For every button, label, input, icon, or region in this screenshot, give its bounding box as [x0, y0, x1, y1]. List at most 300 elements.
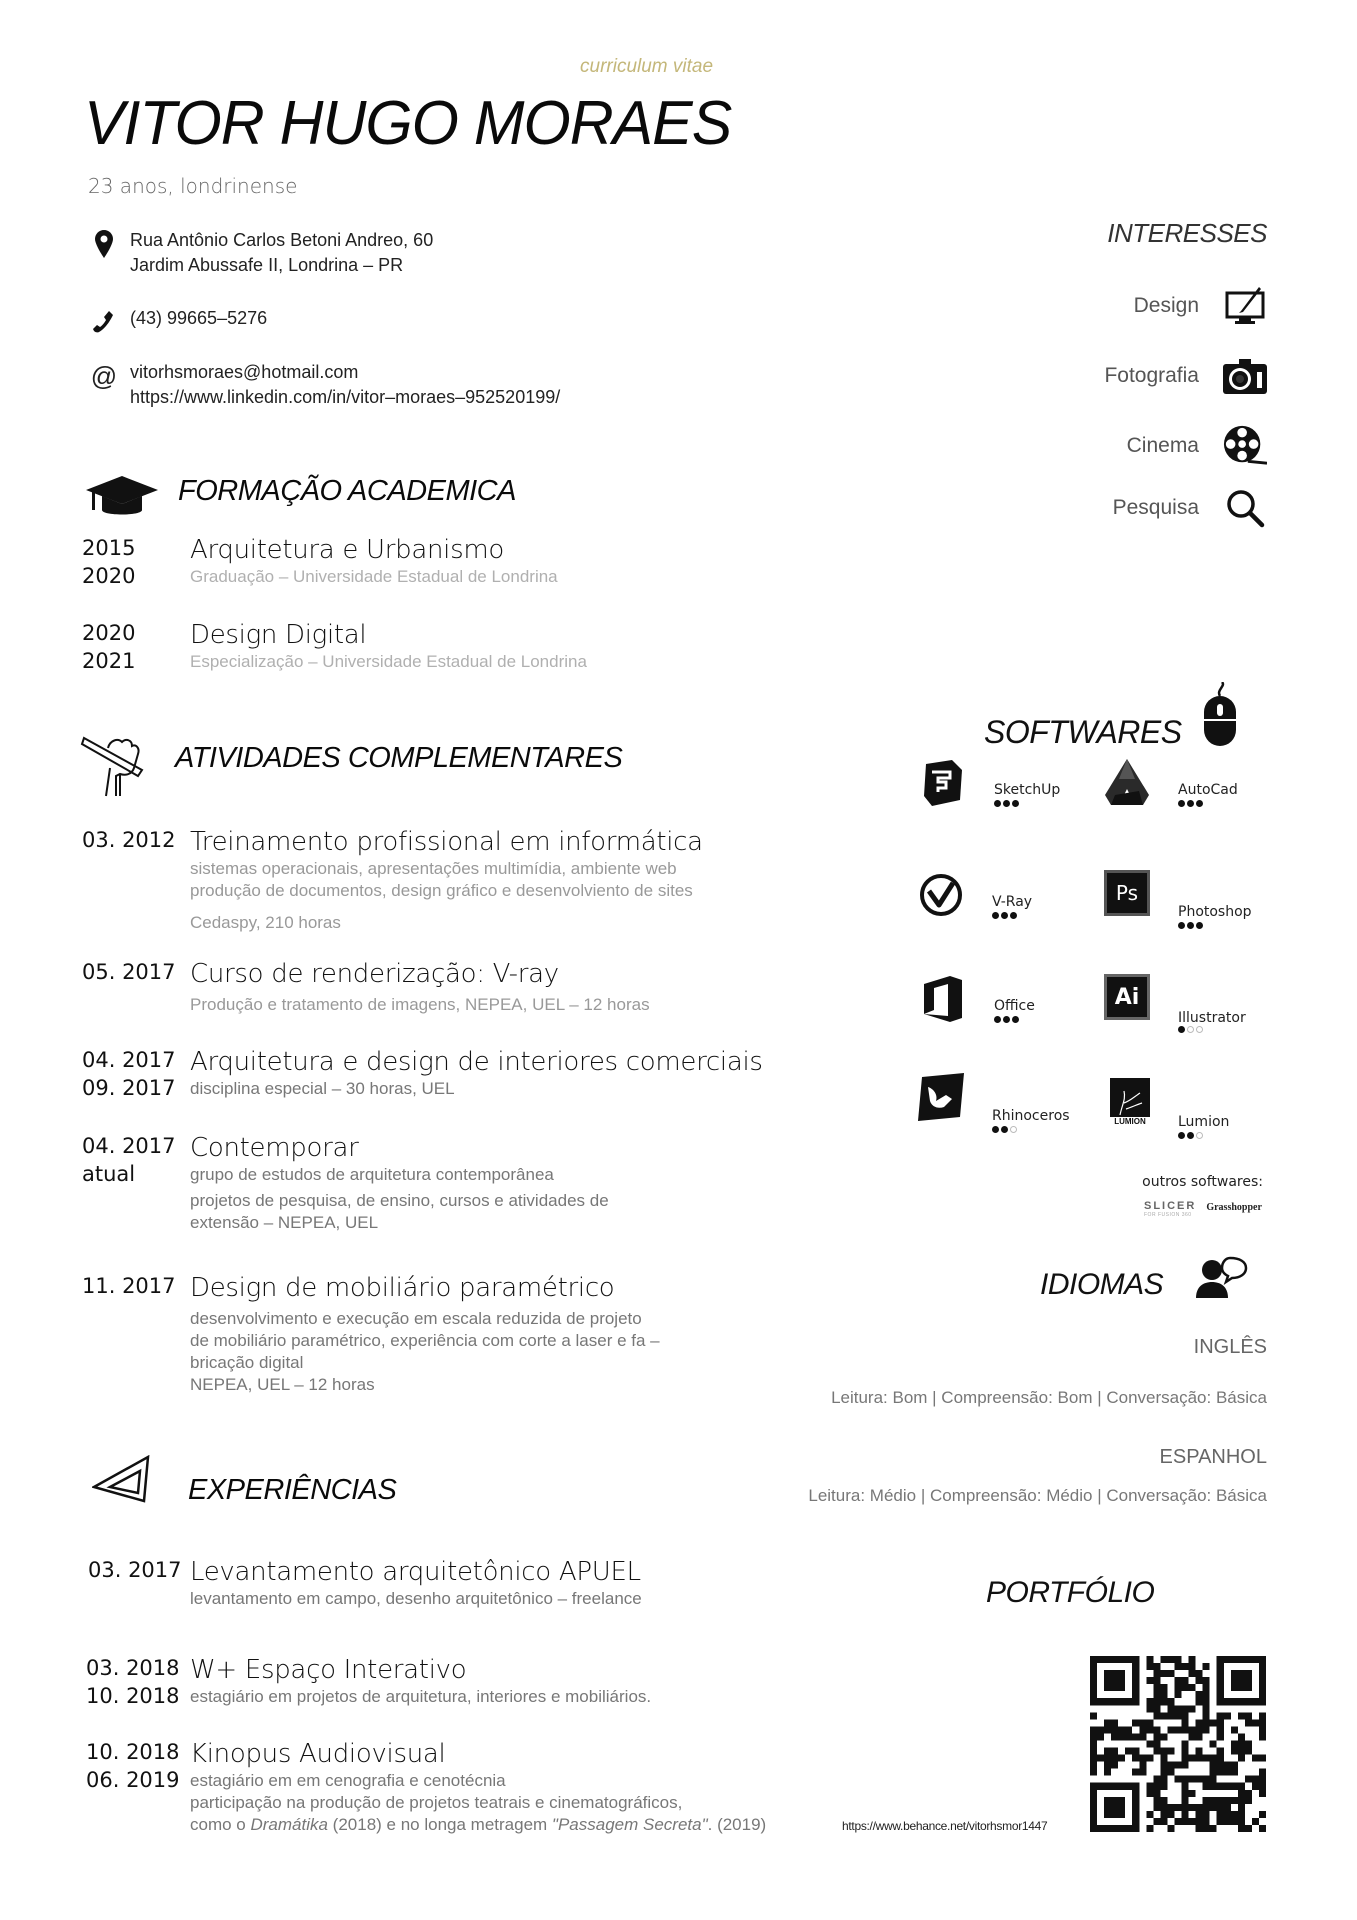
qr-module — [1160, 1797, 1167, 1804]
qr-module — [1224, 1804, 1231, 1811]
qr-module — [1167, 1670, 1174, 1677]
qr-module — [1196, 1670, 1203, 1677]
software-item — [1104, 760, 1284, 830]
sketchup-icon — [920, 760, 966, 806]
software-name: V-Ray — [992, 894, 1033, 910]
activity-item — [82, 826, 703, 934]
qr-module — [1160, 1748, 1167, 1755]
qr-module — [1160, 1712, 1167, 1719]
qr-module — [1210, 1797, 1217, 1804]
qr-module — [1160, 1755, 1167, 1762]
language-name: ESPANHOL — [1159, 1446, 1267, 1468]
cv-label: curriculum vitae — [580, 56, 714, 77]
qr-module — [1210, 1719, 1217, 1726]
rating-dot-empty — [1187, 1026, 1194, 1033]
qr-module — [1238, 1783, 1245, 1790]
qr-module — [1160, 1783, 1167, 1790]
qr-module — [1196, 1755, 1203, 1762]
item-line: participação na produção de projetos teatrais e cinematográficos, — [190, 1793, 683, 1812]
qr-module — [1139, 1762, 1146, 1769]
software-item — [918, 1074, 1098, 1144]
qr-module — [1245, 1790, 1252, 1797]
qr-module — [1097, 1726, 1104, 1733]
qr-module — [1125, 1726, 1132, 1733]
skill-rating — [1178, 1132, 1203, 1139]
item-line: Cedaspy, 210 horas — [190, 913, 341, 932]
qr-module — [1153, 1670, 1160, 1677]
qr-module — [1146, 1825, 1153, 1832]
software-name: Photoshop — [1178, 904, 1252, 920]
date-end-current: atual — [82, 1162, 136, 1186]
person-speech-icon — [1196, 1256, 1248, 1305]
qr-module — [1104, 1719, 1111, 1726]
mouse-icon — [1200, 682, 1240, 753]
qr-module — [1153, 1677, 1160, 1684]
qr-module — [1153, 1663, 1160, 1670]
date-start: 2015 — [82, 536, 136, 560]
rating-dot-empty — [1196, 1026, 1203, 1033]
date-start: 03. 2018 — [86, 1656, 180, 1680]
qr-module — [1189, 1670, 1196, 1677]
qr-module — [1196, 1698, 1203, 1705]
rating-dot-filled — [1187, 922, 1194, 929]
language-levels: Leitura: Médio | Compreensão: Médio | Conversação: Básica — [808, 1486, 1267, 1505]
rating-dot-filled — [1187, 800, 1194, 807]
item-title: Design Digital — [190, 620, 367, 650]
item-line: desenvolvimento e execução em escala reduzida de projeto — [190, 1309, 642, 1328]
software-name: Illustrator — [1178, 1010, 1246, 1026]
contact-online — [92, 360, 560, 410]
qr-module — [1245, 1748, 1252, 1755]
qr-module — [1160, 1691, 1167, 1698]
qr-module — [1153, 1740, 1160, 1747]
interest-item — [1134, 284, 1267, 328]
qr-module — [1238, 1740, 1245, 1747]
qr-module — [1090, 1748, 1097, 1755]
qr-module — [1217, 1783, 1224, 1790]
qr-module — [1252, 1818, 1259, 1825]
qr-module — [1139, 1726, 1146, 1733]
qr-module — [1203, 1719, 1210, 1726]
qr-module — [1182, 1748, 1189, 1755]
qr-module — [1224, 1783, 1231, 1790]
interest-label: Fotografia — [1104, 364, 1199, 387]
qr-module — [1224, 1762, 1231, 1769]
skill-rating — [1178, 800, 1203, 807]
qr-module — [1203, 1698, 1210, 1705]
item-title: Design de mobiliário paramétrico — [190, 1273, 615, 1303]
interest-label: Design — [1133, 294, 1199, 317]
date-start: 03. 2012 — [82, 828, 176, 852]
qr-module — [1224, 1818, 1231, 1825]
qr-module — [1146, 1698, 1153, 1705]
qr-module — [1160, 1804, 1167, 1811]
qr-module — [1238, 1804, 1245, 1811]
qr-module — [1196, 1719, 1203, 1726]
activity-item — [82, 1132, 609, 1234]
qr-module — [1090, 1769, 1097, 1776]
qr-module — [1174, 1656, 1181, 1663]
qr-module — [1167, 1698, 1174, 1705]
qr-module — [1160, 1656, 1167, 1663]
qr-module — [1139, 1719, 1146, 1726]
qr-module — [1203, 1691, 1210, 1698]
skill-rating — [1178, 922, 1203, 929]
rating-dot-filled — [1012, 800, 1019, 807]
item-title: Levantamento arquitetônico APUEL — [190, 1557, 641, 1587]
qr-module — [1231, 1726, 1238, 1733]
qr-module — [1132, 1769, 1139, 1776]
qr-module — [1189, 1663, 1196, 1670]
qr-module — [1259, 1733, 1266, 1740]
qr-module — [1252, 1776, 1259, 1783]
language-levels: Leitura: Bom | Compreensão: Bom | Conversação: Básica — [831, 1388, 1267, 1407]
qr-module — [1153, 1797, 1160, 1804]
item-title: Curso de renderização: V-ray — [190, 959, 559, 989]
item-line: levantamento em campo, desenho arquitetônico – freelance — [190, 1589, 642, 1608]
qr-module — [1189, 1705, 1196, 1712]
magnifier-icon — [1223, 486, 1267, 530]
skill-rating — [992, 912, 1017, 919]
qr-module — [1182, 1783, 1189, 1790]
address-line-1: Rua Antônio Carlos Betoni Andreo, 60 — [130, 230, 434, 250]
qr-module — [1104, 1726, 1111, 1733]
qr-module — [1090, 1726, 1097, 1733]
qr-module — [1182, 1663, 1189, 1670]
rating-dot-filled — [1196, 800, 1203, 807]
date-end: 10. 2018 — [86, 1684, 180, 1708]
qr-code-icon[interactable] — [1090, 1656, 1266, 1837]
qr-module — [1160, 1670, 1167, 1677]
office-icon — [920, 976, 966, 1022]
experience-item — [86, 1738, 766, 1836]
contact-phone — [92, 306, 267, 334]
qr-module — [1167, 1748, 1174, 1755]
qr-module — [1090, 1740, 1097, 1747]
date-start: 04. 2017 — [82, 1048, 176, 1072]
qr-module — [1259, 1811, 1266, 1818]
qr-module — [1210, 1825, 1217, 1832]
item-title: Arquitetura e Urbanismo — [190, 535, 504, 565]
software-item — [918, 872, 1098, 942]
qr-module — [1203, 1684, 1210, 1691]
qr-module — [1104, 1755, 1111, 1762]
qr-module — [1174, 1712, 1181, 1719]
item-line: estagiário em em cenografia e cenotécnia — [190, 1771, 506, 1790]
qr-module — [1160, 1811, 1167, 1818]
qr-module — [1217, 1719, 1224, 1726]
phone-number[interactable]: (43) 99665–5276 — [130, 308, 268, 328]
rating-dot-filled — [1178, 1132, 1185, 1139]
rating-dot-filled — [992, 912, 999, 919]
item-subtitle: Especialização – Universidade Estadual de Londrina — [190, 652, 587, 671]
portfolio-link[interactable]: https://www.behance.net/vitorhsmor1447 — [842, 1819, 1048, 1833]
qr-module — [1182, 1712, 1189, 1719]
qr-module — [1182, 1755, 1189, 1762]
qr-module — [1090, 1712, 1097, 1719]
qr-module — [1167, 1656, 1174, 1663]
email-link[interactable]: vitorhsmoraes@hotmail.com — [130, 362, 359, 382]
qr-module — [1153, 1705, 1160, 1712]
item-title: Treinamento profissional em informática — [190, 827, 703, 857]
qr-module — [1196, 1677, 1203, 1684]
qr-module — [1153, 1776, 1160, 1783]
qr-module — [1210, 1755, 1217, 1762]
rating-dot-filled — [1178, 922, 1185, 929]
qr-module — [1231, 1811, 1238, 1818]
qr-module — [1182, 1719, 1189, 1726]
qr-module — [1259, 1769, 1266, 1776]
qr-module — [1238, 1818, 1245, 1825]
qr-module — [1182, 1740, 1189, 1747]
software-item — [920, 976, 1100, 1046]
date-start: 2020 — [82, 621, 136, 645]
vray-icon — [918, 872, 964, 918]
item-title: W+ Espaço Interativo — [190, 1655, 467, 1685]
qr-module — [1111, 1733, 1118, 1740]
qr-module — [1146, 1755, 1153, 1762]
software-item — [1104, 870, 1284, 940]
qr-module — [1203, 1726, 1210, 1733]
qr-module — [1090, 1762, 1097, 1769]
qr-module — [1238, 1797, 1245, 1804]
qr-module — [1238, 1733, 1245, 1740]
qr-module — [1174, 1663, 1181, 1670]
qr-module — [1174, 1691, 1181, 1698]
qr-module — [1217, 1804, 1224, 1811]
software-name: Rhinoceros — [992, 1108, 1070, 1124]
qr-module — [1153, 1804, 1160, 1811]
text: . (2019) — [707, 1815, 767, 1834]
graduation-cap-icon — [86, 474, 158, 523]
qr-module — [1231, 1818, 1238, 1825]
qr-module — [1224, 1769, 1231, 1776]
qr-module — [1217, 1797, 1224, 1804]
qr-module — [1203, 1825, 1210, 1832]
slicer-logo — [1144, 1200, 1196, 1218]
skill-rating — [994, 800, 1019, 807]
illustrator-icon: Ai — [1104, 974, 1150, 1020]
qr-module — [1090, 1733, 1097, 1740]
qr-module — [1259, 1783, 1266, 1790]
qr-module — [1203, 1677, 1210, 1684]
qr-module — [1259, 1825, 1266, 1832]
qr-module — [1238, 1712, 1245, 1719]
qr-module — [1132, 1755, 1139, 1762]
qr-module — [1217, 1811, 1224, 1818]
qr-module — [1203, 1776, 1210, 1783]
rating-dot-filled — [1003, 800, 1010, 807]
fist-pencil-icon — [80, 728, 156, 803]
qr-module — [1189, 1684, 1196, 1691]
qr-module — [1245, 1719, 1252, 1726]
qr-module — [1160, 1769, 1167, 1776]
interest-label: Pesquisa — [1112, 496, 1199, 519]
education-item — [82, 619, 587, 675]
qr-module — [1203, 1705, 1210, 1712]
qr-module — [1210, 1783, 1217, 1790]
qr-module — [1160, 1776, 1167, 1783]
camera-icon — [1223, 354, 1267, 398]
qr-module — [1167, 1804, 1174, 1811]
qr-module — [1189, 1818, 1196, 1825]
qr-module — [1132, 1719, 1139, 1726]
qr-module — [1217, 1733, 1224, 1740]
qr-module — [1111, 1762, 1118, 1769]
qr-module — [1259, 1712, 1266, 1719]
qr-module — [1252, 1719, 1259, 1726]
qr-module — [1153, 1783, 1160, 1790]
slicer-name: SLICER — [1144, 1200, 1197, 1212]
language-name: INGLÊS — [1193, 1336, 1267, 1358]
item-line: grupo de estudos de arquitetura contemporânea — [190, 1165, 554, 1184]
interest-item — [1127, 424, 1267, 468]
qr-module — [1217, 1762, 1224, 1769]
qr-module — [1104, 1762, 1111, 1769]
software-item — [920, 760, 1100, 830]
qr-module — [1210, 1769, 1217, 1776]
phone-icon — [92, 306, 116, 334]
qr-module — [1174, 1677, 1181, 1684]
subtitle: 23 anos, londrinense — [88, 174, 298, 198]
qr-module — [1132, 1748, 1139, 1755]
qr-module — [1167, 1705, 1174, 1712]
qr-module — [1182, 1797, 1189, 1804]
qr-module — [1167, 1712, 1174, 1719]
qr-module — [1118, 1733, 1125, 1740]
qr-module — [1111, 1755, 1118, 1762]
qr-module — [1196, 1691, 1203, 1698]
qr-module — [1196, 1825, 1203, 1832]
qr-module — [1196, 1818, 1203, 1825]
qr-module — [1153, 1684, 1160, 1691]
qr-module — [1139, 1769, 1146, 1776]
qr-module — [1182, 1726, 1189, 1733]
qr-module — [1217, 1769, 1224, 1776]
qr-module — [1203, 1755, 1210, 1762]
experience-item — [86, 1654, 651, 1710]
qr-module — [1203, 1663, 1210, 1670]
qr-module — [1160, 1733, 1167, 1740]
qr-module — [1146, 1705, 1153, 1712]
qr-module — [1224, 1797, 1231, 1804]
qr-module — [1118, 1726, 1125, 1733]
autocad-icon — [1104, 760, 1150, 806]
rhinoceros-icon — [918, 1074, 964, 1120]
qr-module — [1203, 1818, 1210, 1825]
software-name: Lumion — [1178, 1114, 1230, 1130]
interest-label: Cinema — [1126, 434, 1199, 457]
item-line: produção de documentos, design gráfico e desenvolviento de sites — [190, 881, 693, 900]
qr-module — [1217, 1818, 1224, 1825]
qr-module — [1203, 1804, 1210, 1811]
software-name: SketchUp — [994, 782, 1061, 798]
work-title: "Passagem Secreta" — [551, 1815, 708, 1834]
qr-module — [1245, 1825, 1252, 1832]
qr-module — [1153, 1691, 1160, 1698]
rating-dot-filled — [1010, 912, 1017, 919]
text: (2018) e no longa metragem — [327, 1815, 552, 1834]
qr-module — [1174, 1705, 1181, 1712]
item-title: Contemporar — [190, 1133, 359, 1163]
linkedin-link[interactable]: https://www.linkedin.com/in/vitor–moraes–952520199/ — [130, 387, 561, 407]
grasshopper-logo: Grasshopper — [1206, 1202, 1262, 1213]
qr-module — [1238, 1755, 1245, 1762]
qr-module — [1146, 1811, 1153, 1818]
qr-module — [1167, 1811, 1174, 1818]
qr-module — [1182, 1677, 1189, 1684]
rating-dot-filled — [1178, 1026, 1185, 1033]
skill-rating — [992, 1126, 1017, 1133]
qr-module — [1231, 1762, 1238, 1769]
activity-item — [82, 1046, 763, 1102]
qr-module — [1104, 1748, 1111, 1755]
qr-module — [1210, 1804, 1217, 1811]
interest-item — [1113, 486, 1267, 530]
qr-module — [1182, 1804, 1189, 1811]
education-item — [82, 534, 558, 590]
item-line: estagiário em projetos de arquitetura, interiores e mobiliários. — [190, 1687, 652, 1706]
qr-module — [1146, 1663, 1153, 1670]
qr-module — [1259, 1719, 1266, 1726]
qr-module — [1160, 1762, 1167, 1769]
film-reel-icon — [1223, 424, 1267, 468]
qr-module — [1231, 1797, 1238, 1804]
qr-module — [1203, 1811, 1210, 1818]
qr-module — [1189, 1776, 1196, 1783]
skill-rating — [1178, 1026, 1203, 1033]
date-start: 10. 2018 — [86, 1740, 180, 1764]
qr-module — [1174, 1762, 1181, 1769]
qr-module — [1090, 1755, 1097, 1762]
qr-module — [1217, 1748, 1224, 1755]
qr-module — [1217, 1712, 1224, 1719]
item-line: de mobiliário paramétrico, experiência com corte a laser e fa – — [190, 1331, 660, 1350]
item-line: sistemas operacionais, apresentações multimídia, ambiente web — [190, 859, 677, 878]
qr-module — [1238, 1825, 1245, 1832]
qr-module — [1189, 1656, 1196, 1663]
rating-dot-filled — [1196, 922, 1203, 929]
qr-module — [1245, 1740, 1252, 1747]
qr-module — [1259, 1776, 1266, 1783]
qr-module — [1252, 1783, 1259, 1790]
qr-module — [1210, 1776, 1217, 1783]
qr-module — [1196, 1733, 1203, 1740]
qr-module — [1189, 1755, 1196, 1762]
qr-module — [1153, 1790, 1160, 1797]
qr-module — [1167, 1762, 1174, 1769]
qr-module — [1182, 1776, 1189, 1783]
software-name: AutoCad — [1178, 782, 1238, 798]
qr-module — [1189, 1790, 1196, 1797]
other-software-label: outros softwares: — [1142, 1174, 1263, 1190]
qr-module — [1174, 1684, 1181, 1691]
software-item — [1104, 974, 1284, 1044]
section-title-portfolio: PORTFÓLIO — [986, 1576, 1155, 1609]
qr-module — [1252, 1755, 1259, 1762]
qr-module — [1259, 1755, 1266, 1762]
text: como o — [190, 1815, 251, 1834]
rating-dot-filled — [1003, 1016, 1010, 1023]
section-title-languages: IDIOMAS — [1040, 1268, 1164, 1301]
set-square-icon — [92, 1455, 156, 1508]
item-line: NEPEA, UEL – 12 horas — [190, 1375, 375, 1394]
lumion-icon — [1110, 1078, 1150, 1126]
qr-module — [1182, 1811, 1189, 1818]
date-end: 2020 — [82, 564, 136, 588]
qr-module — [1153, 1726, 1160, 1733]
item-title: Kinopus Audiovisual — [190, 1739, 446, 1769]
